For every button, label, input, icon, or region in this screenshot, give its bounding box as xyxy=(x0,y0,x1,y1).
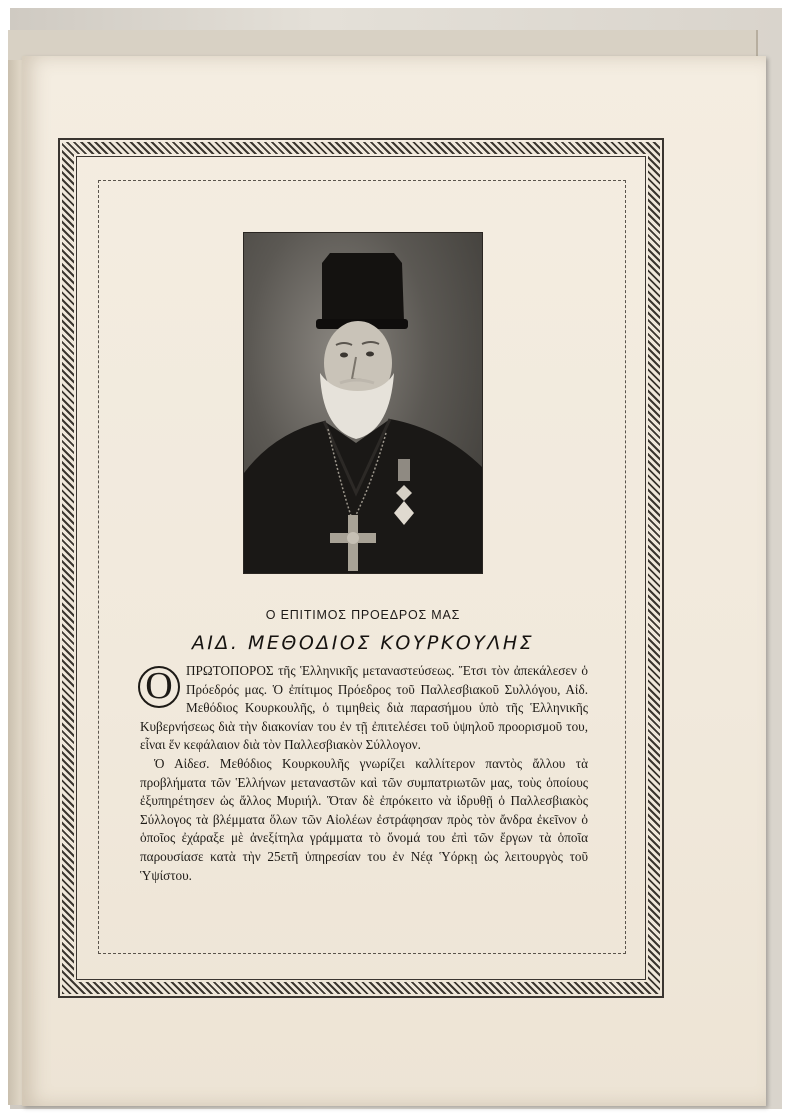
article-paragraph-1: ΠΡΩΤΟΠΟΡΟΣ τῆς Ἑλληνικῆς μεταναστεύσεως. Ἔτσι τὸν ἀπεκάλεσεν ὁ Πρόεδρός μας. Ὁ ἐπίτιμος Πρόεδρος τοῦ Παλλεσβιακοῦ Συλλόγου, Αἰδ. Μεθόδιος Κουρκουλῆς, ὁ τιμηθεὶς διὰ παρασήμου ὑπὸ τῆς Ἑλληνικῆς Κυβερνήσεως διὰ τὴν διακονίαν του ἐν τῇ ἐπιτελέσει τοῦ ὑψηλοῦ προορισμοῦ του, εἶναι ἕν κεφάλαιον διὰ τὸν Παλλεσβιακὸν Σύλλογον. xyxy=(140,663,588,753)
article-paragraph-2: Ὁ Αἰδεσ. Μεθόδιος Κουρκουλῆς γνωρίζει καλλίτερον παντὸς ἄλλου τὰ προβλήματα τῶν Ἑλλήνων μεταναστῶν καὶ τῶν συμπατριωτῶν μας, τοὺς ὁποίους ἐξυπηρέτησεν ὡς ἄλλος Μυριήλ. Ὅταν δὲ ἐπρόκειτο νὰ ἱδρυθῇ ὁ Παλλεσβιακὸς Σύλλογος τὰ βλέμματα ὅλων τῶν Αἰολέων ἐστράφησαν πρὸς τὸν ἄνδρα ἐκεῖνον ὁ ὁποῖος ἐχάραξε μὲ ἀνεξίτηλα γράμματα τὸ ὄνομά του ἐπὶ τῶν ἔργων τὰ ὁποῖα παρουσίασε κατὰ τὴν 25ετῆ ὑπηρεσίαν του ἐν Νέᾳ Ὑόρκῃ ὡς λειτουργὸς τοῦ Ὑψίστου. xyxy=(140,755,588,883)
portrait-photo xyxy=(243,232,483,574)
caption-name-heading: ΑΙΔ. ΜΕΘΟΔΙΟΣ ΚΟΥΡΚΟΥΛΗΣ xyxy=(191,632,535,654)
portrait-illustration xyxy=(244,233,483,574)
caption-subtitle: Ο ΕΠΙΤΙΜΟΣ ΠΡΟΕΔΡΟΣ ΜΑΣ xyxy=(265,608,461,622)
article-body xyxy=(140,662,588,885)
drop-cap-letter: Ο xyxy=(138,666,180,708)
